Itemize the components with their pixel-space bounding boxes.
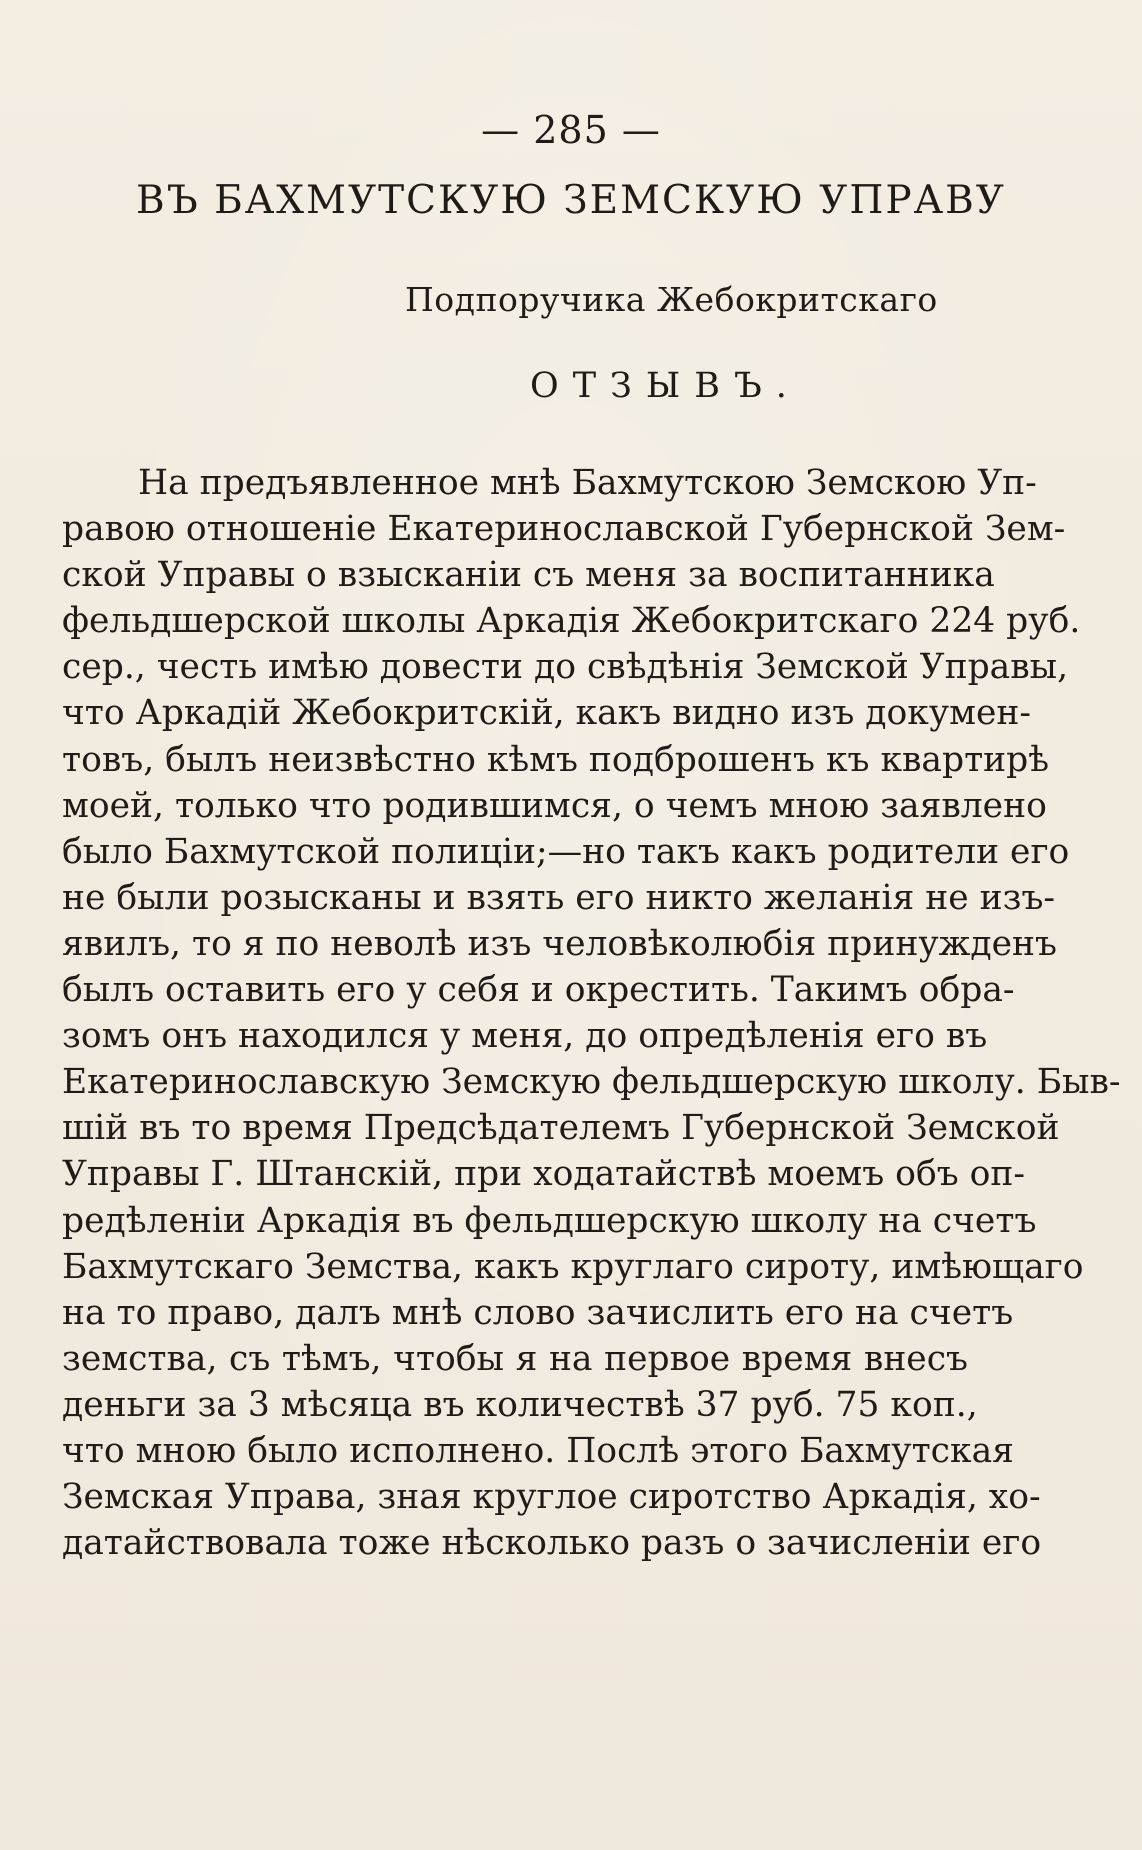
body-line: товъ, былъ неизвѣстно кѣмъ подброшенъ къ квартирѣ bbox=[62, 739, 1050, 780]
body-line: Екатеринославскую Земскую фельдшерскую школу. Быв- bbox=[62, 1062, 1121, 1103]
body-line: что Аркадій Жебокритскій, какъ видно изъ докумен- bbox=[62, 693, 1032, 734]
document-title: ОТЗЫВЪ. bbox=[530, 366, 801, 406]
body-line: на то право, далъ мнѣ слово зачислить его на счетъ bbox=[62, 1292, 1014, 1333]
body-line: было Бахмутской полиціи;—но такъ какъ родители его bbox=[62, 831, 1070, 872]
body-text bbox=[62, 460, 1121, 1566]
document-heading: ВЪ БАХМУТСКУЮ ЗЕМСКУЮ УПРАВУ bbox=[136, 178, 1006, 223]
body-line: датайствовала тоже нѣсколько разъ о зачисленіи его bbox=[62, 1523, 1042, 1564]
body-line: Бахмутскаго Земства, какъ круглаго сироту, имѣющаго bbox=[62, 1246, 1084, 1287]
body-line: сер., честь имѣю довести до свѣдѣнія Земской Управы, bbox=[62, 647, 1069, 688]
body-line: что мною было исполнено. Послѣ этого Бахмутская bbox=[62, 1430, 1014, 1471]
body-line: На предъявленное мнѣ Бахмутскою Земскою Уп- bbox=[138, 463, 1037, 503]
body-line: явилъ, то я по неволѣ изъ человѣколюбія принужденъ bbox=[62, 923, 1057, 964]
body-line: Управы Г. Штанскій, при ходатайствѣ моемъ объ оп- bbox=[62, 1154, 1026, 1195]
body-line: ской Управы о взысканіи съ меня за воспитанника bbox=[62, 555, 995, 596]
body-line: зомъ онъ находился у меня, до опредѣленія его въ bbox=[62, 1016, 988, 1057]
body-line: земства, съ тѣмъ, чтобы я на первое время внесъ bbox=[62, 1338, 968, 1379]
body-line: фельдшерской школы Аркадія Жебокритскаго 224 руб. bbox=[62, 601, 1081, 642]
body-line: былъ оставить его у себя и окрестить. Такимъ обра- bbox=[62, 970, 1015, 1011]
document-subheading: Подпоручика Жебокритскаго bbox=[405, 280, 938, 319]
body-line: Земская Управа, зная круглое сиротство Аркадія, хо- bbox=[62, 1477, 1041, 1518]
body-line: не были розысканы и взять его никто желанія не изъ- bbox=[62, 877, 1056, 918]
body-line: деньги за 3 мѣсяца въ количествѣ 37 руб. 75 коп., bbox=[62, 1384, 978, 1425]
page-number: — 285 — bbox=[481, 108, 661, 152]
body-line: равою отношеніе Екатеринославской Губернской Зем- bbox=[62, 509, 1066, 550]
body-line: шій въ то время Предсѣдателемъ Губернской Земской bbox=[62, 1108, 1060, 1149]
body-line: моей, только что родившимся, о чемъ мною заявлено bbox=[62, 785, 1047, 826]
body-line: редѣленіи Аркадія въ фельдшерскую школу на счетъ bbox=[62, 1200, 1037, 1241]
